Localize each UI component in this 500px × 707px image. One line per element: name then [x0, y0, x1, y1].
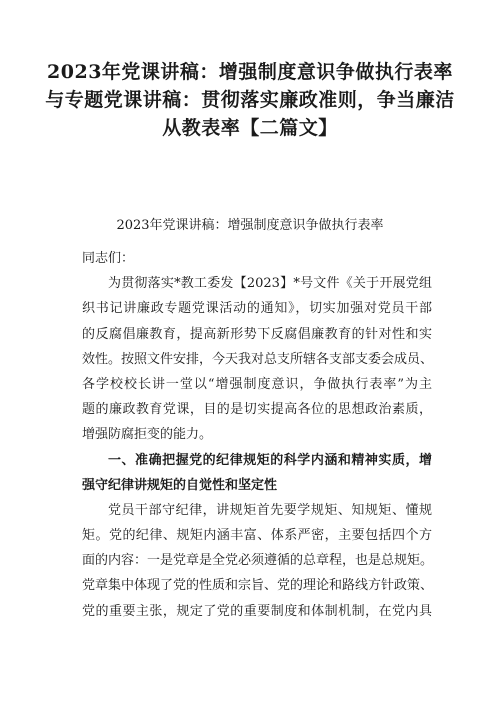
- title-line-1: 2023年党课讲稿：增强制度意识争做执行表率: [47, 61, 453, 83]
- paragraph-line: 为贯彻落实*教工委发【2023】*号文件《关于开展党组: [108, 276, 432, 292]
- paragraph-line: 党章集中体现了党的性质和宗旨、党的理论和路线方针政策、: [82, 578, 434, 594]
- paragraph-2: [82, 498, 432, 624]
- paragraph-line: 题的廉政教育党课，目的是切实提高各位的思想政治素质，: [82, 402, 432, 418]
- paragraph-line: 增强防腐拒变的能力。: [82, 427, 213, 443]
- salutation: 同志们：: [82, 251, 135, 266]
- paragraph-line: 矩。党的纪律、规矩内涵丰富、体系严密，主要包括四个方: [82, 528, 432, 544]
- document-title: [40, 58, 460, 142]
- heading-line: 强守纪律讲规矩的自觉性和坚定性: [82, 477, 278, 493]
- paragraph-1: [82, 271, 432, 447]
- paragraph-line: 效性。按照文件安排，今天我对总支所辖各支部支委会成员、: [82, 351, 434, 367]
- section-heading-1: [82, 448, 432, 498]
- title-line-3: 从教表率【二篇文】: [162, 117, 338, 139]
- title-line-2: 与专题党课讲稿：贯彻落实廉政准则，争当廉洁: [45, 89, 455, 111]
- paragraph-line: 各学校校长讲一堂以“增强制度意识，争做执行表率”为主: [82, 376, 432, 392]
- paragraph-line: 面的内容：一是党章是全党必须遵循的总章程，也是总规矩。: [82, 553, 434, 569]
- paragraph-line: 党员干部守纪律，讲规矩首先要学规矩、知规矩、懂规: [108, 502, 432, 518]
- paragraph-line: 织书记讲廉政专题党课活动的通知》，切实加强对党员干部: [82, 301, 432, 317]
- document-body: [82, 246, 432, 624]
- section-title: 2023年党课讲稿：增强制度意识争做执行表率: [116, 218, 384, 233]
- paragraph-line: 党的重要主张，规定了党的重要制度和体制机制，在党内具: [82, 603, 432, 619]
- heading-line: 一、准确把握党的纪律规矩的科学内涵和精神实质，增: [108, 452, 432, 468]
- paragraph-line: 的反腐倡廉教育，提高新形势下反腐倡廉教育的针对性和实: [82, 326, 432, 342]
